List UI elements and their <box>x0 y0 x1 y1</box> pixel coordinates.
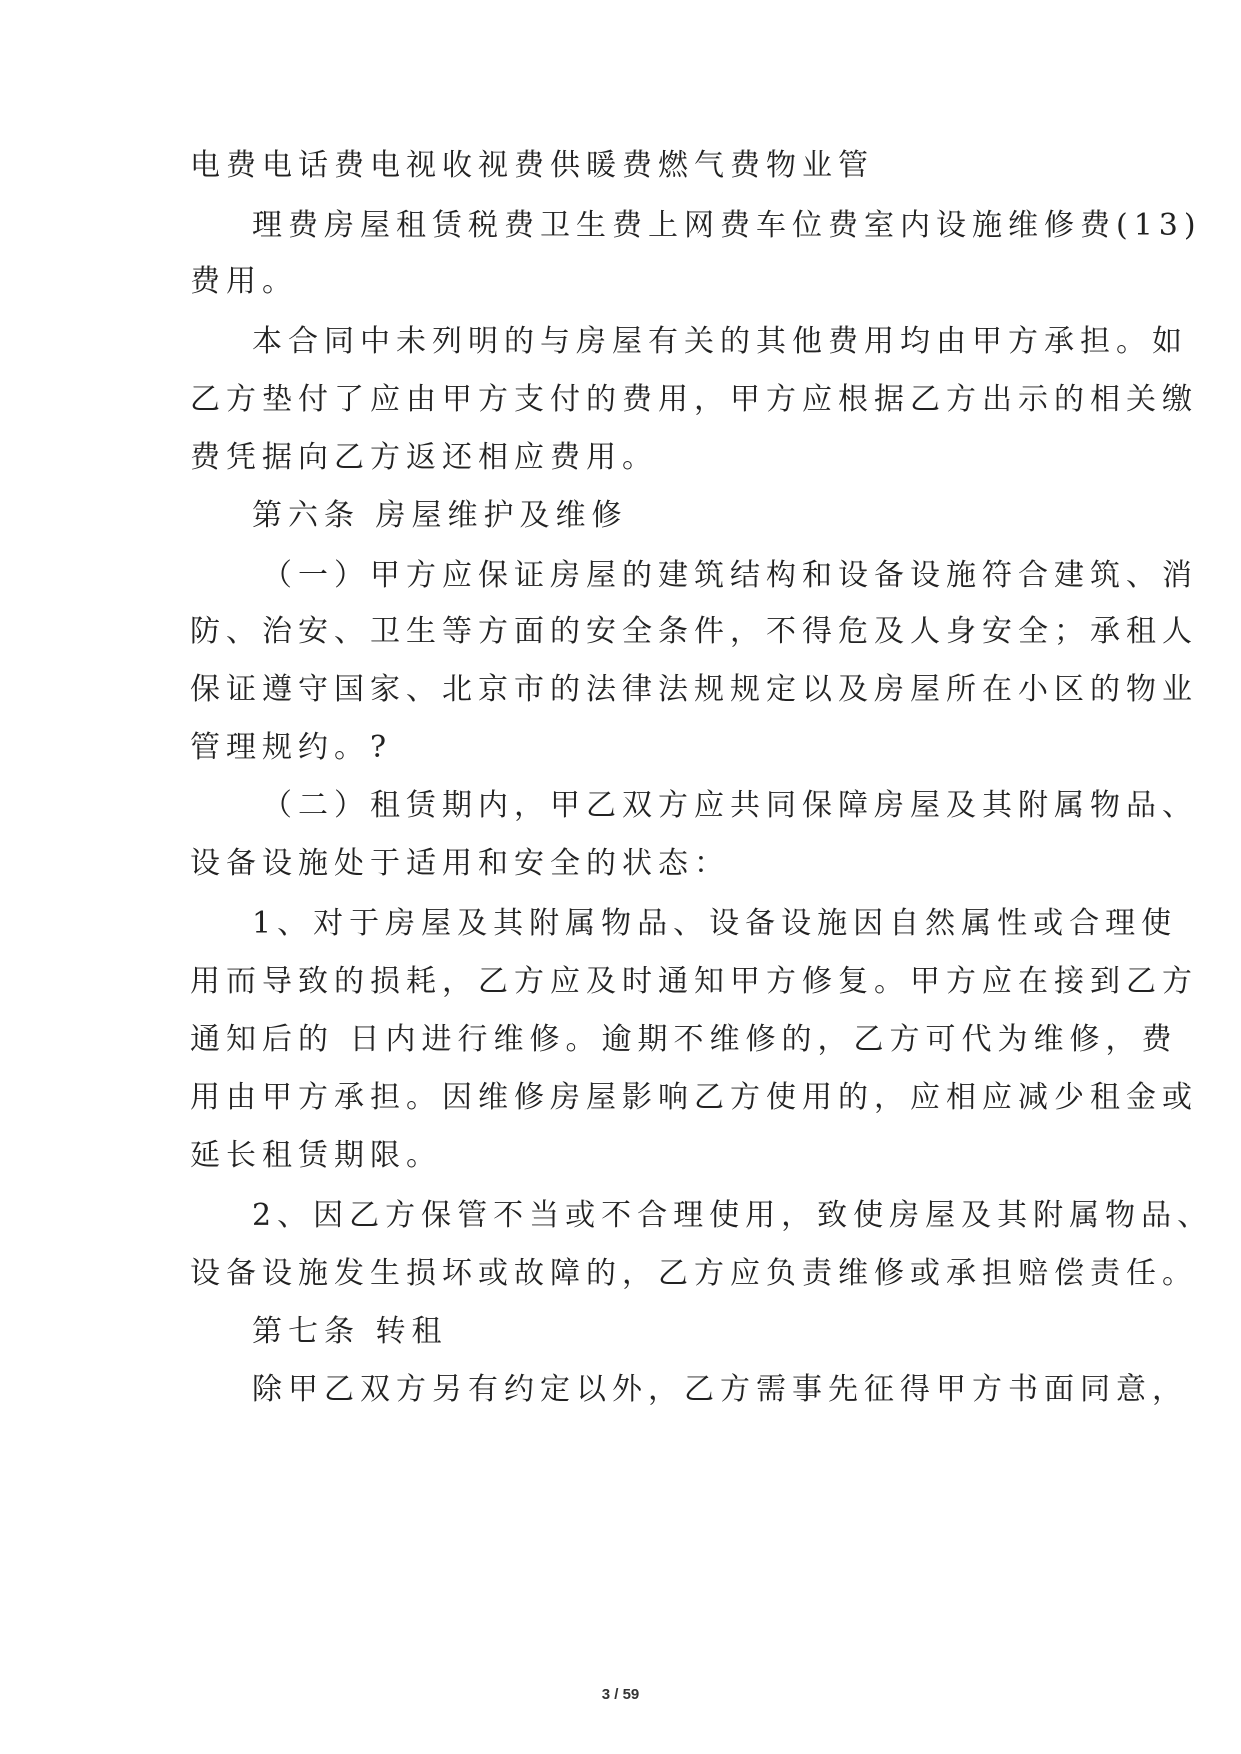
paragraph-line: 电费电话费电视收视费供暖费燃气费物业管 <box>190 148 874 183</box>
paragraph-line: 2、因乙方保管不当或不合理使用，致使房屋及其附属物品、 <box>252 1198 1214 1233</box>
paragraph-line: （一）甲方应保证房屋的建筑结构和设备设施符合建筑、消 <box>262 558 1198 593</box>
paragraph-line: 乙方垫付了应由甲方支付的费用，甲方应根据乙方出示的相关缴 <box>190 382 1198 417</box>
page-number: 3 / 59 <box>601 1686 640 1703</box>
section-heading: 第六条 房屋维护及维修 <box>252 498 628 533</box>
paragraph-line: 设备设施处于适用和安全的状态： <box>190 846 730 881</box>
paragraph-line: 保证遵守国家、北京市的法律法规规定以及房屋所在小区的物业 <box>190 672 1198 707</box>
paragraph-line: 费用。 <box>190 264 298 299</box>
paragraph-line: 防、治安、卫生等方面的安全条件，不得危及人身安全；承租人 <box>190 614 1198 649</box>
paragraph-line: 费凭据向乙方返还相应费用。 <box>190 440 658 475</box>
paragraph-line: 通知后的 日内进行维修。逾期不维修的，乙方可代为维修，费 <box>190 1022 1178 1057</box>
paragraph-line: （二）租赁期内，甲乙双方应共同保障房屋及其附属物品、 <box>262 788 1198 823</box>
paragraph-line: 延长租赁期限。 <box>190 1138 442 1173</box>
section-heading: 第七条 转租 <box>252 1314 448 1349</box>
paragraph-line: 用而导致的损耗，乙方应及时通知甲方修复。甲方应在接到乙方 <box>190 964 1198 999</box>
paragraph-line: 设备设施发生损坏或故障的，乙方应负责维修或承担赔偿责任。 <box>190 1256 1198 1291</box>
paragraph-line: 除甲乙双方另有约定以外，乙方需事先征得甲方书面同意， <box>252 1372 1188 1407</box>
paragraph-line: 用由甲方承担。因维修房屋影响乙方使用的，应相应减少租金或 <box>190 1080 1198 1115</box>
paragraph-line: 管理规约。? <box>190 730 393 765</box>
paragraph-line: 1、对于房屋及其附属物品、设备设施因自然属性或合理使 <box>252 906 1178 941</box>
paragraph-line: 本合同中未列明的与房屋有关的其他费用均由甲方承担。如 <box>252 324 1188 359</box>
paragraph-line: 理费房屋租赁税费卫生费上网费车位费室内设施维修费(13) <box>252 208 1202 243</box>
